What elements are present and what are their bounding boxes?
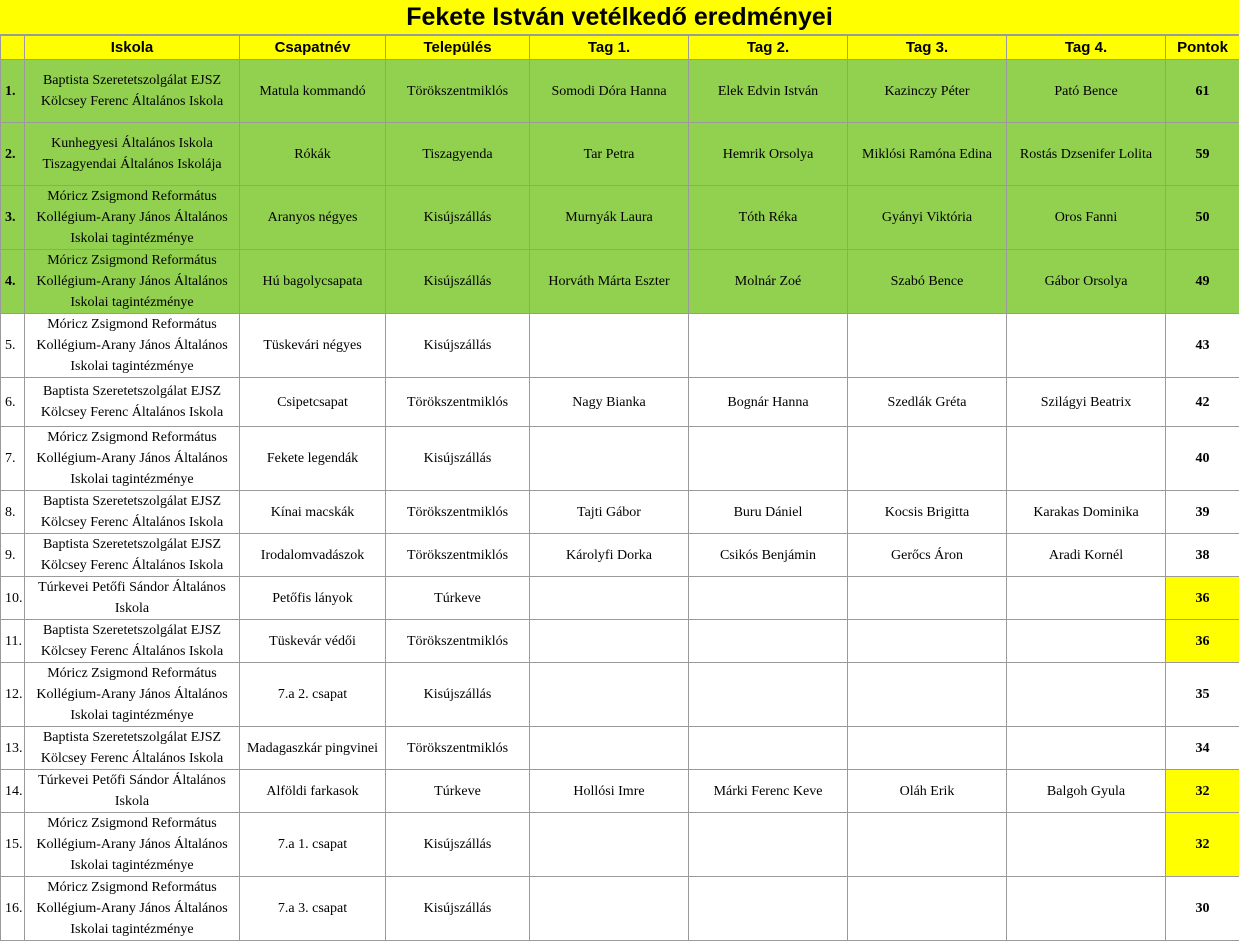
member-4-cell[interactable] <box>1007 427 1166 491</box>
member-4-cell[interactable]: Aradi Kornél <box>1007 534 1166 577</box>
member-1-cell[interactable] <box>530 727 689 770</box>
school-cell[interactable]: Baptista Szeretetszolgálat EJSZ Kölcsey Ferenc Általános Iskola <box>25 491 240 534</box>
school-cell[interactable]: Kunhegyesi Általános Iskola Tiszagyendai Általános Iskolája <box>25 123 240 186</box>
row-number[interactable]: 8. <box>1 491 25 534</box>
member-2-cell[interactable] <box>689 427 848 491</box>
member-4-cell[interactable]: Pató Bence <box>1007 60 1166 123</box>
table-row <box>1 491 1239 534</box>
results-table <box>0 35 1239 941</box>
header-team: Csapatnév <box>240 36 386 60</box>
table-row <box>1 727 1239 770</box>
town-cell[interactable]: Törökszentmiklós <box>386 378 530 427</box>
member-2-cell[interactable]: Elek Edvin István <box>689 60 848 123</box>
member-4-cell[interactable]: Karakas Dominika <box>1007 491 1166 534</box>
member-4-cell[interactable] <box>1007 314 1166 378</box>
header-town: Település <box>386 36 530 60</box>
member-3-cell[interactable] <box>848 314 1007 378</box>
table-row <box>1 250 1239 314</box>
header-row <box>1 36 1239 60</box>
points-cell[interactable]: 59 <box>1166 123 1239 186</box>
table-row <box>1 378 1239 427</box>
town-cell[interactable]: Törökszentmiklós <box>386 60 530 123</box>
school-cell[interactable]: Móricz Zsigmond Református Kollégium-Arany János Általános Iskolai tagintézménye <box>25 250 240 314</box>
member-4-cell[interactable] <box>1007 577 1166 620</box>
school-cell[interactable]: Baptista Szeretetszolgálat EJSZ Kölcsey Ferenc Általános Iskola <box>25 60 240 123</box>
member-1-cell[interactable]: Somodi Dóra Hanna <box>530 60 689 123</box>
member-2-cell[interactable]: Tóth Réka <box>689 186 848 250</box>
points-cell[interactable]: 40 <box>1166 427 1239 491</box>
member-1-cell[interactable]: Tar Petra <box>530 123 689 186</box>
team-name-cell[interactable]: Tüskevár védői <box>240 620 386 663</box>
member-4-cell[interactable]: Balgoh Gyula <box>1007 770 1166 813</box>
table-row <box>1 577 1239 620</box>
table-row <box>1 314 1239 378</box>
school-cell[interactable]: Móricz Zsigmond Református Kollégium-Arany János Általános Iskolai tagintézménye <box>25 314 240 378</box>
member-3-cell[interactable]: Gerőcs Áron <box>848 534 1007 577</box>
member-1-cell[interactable] <box>530 314 689 378</box>
member-1-cell[interactable] <box>530 620 689 663</box>
member-3-cell[interactable] <box>848 727 1007 770</box>
sheet-title: Fekete István vetélkedő eredményei <box>0 0 1239 35</box>
team-name-cell[interactable]: 7.a 2. csapat <box>240 663 386 727</box>
member-1-cell[interactable]: Tajti Gábor <box>530 491 689 534</box>
member-3-cell[interactable]: Kocsis Brigitta <box>848 491 1007 534</box>
member-2-cell[interactable]: Márki Ferenc Keve <box>689 770 848 813</box>
row-number[interactable]: 5. <box>1 314 25 378</box>
header-member-3: Tag 3. <box>848 36 1007 60</box>
member-4-cell[interactable] <box>1007 727 1166 770</box>
member-1-cell[interactable]: Murnyák Laura <box>530 186 689 250</box>
town-cell[interactable]: Kisújszállás <box>386 663 530 727</box>
member-1-cell[interactable] <box>530 663 689 727</box>
member-1-cell[interactable] <box>530 577 689 620</box>
team-name-cell[interactable]: 7.a 1. csapat <box>240 813 386 877</box>
team-name-cell[interactable]: Tüskevári négyes <box>240 314 386 378</box>
row-number[interactable]: 13. <box>1 727 25 770</box>
member-2-cell[interactable]: Bognár Hanna <box>689 378 848 427</box>
member-3-cell[interactable]: Szabó Bence <box>848 250 1007 314</box>
table-row <box>1 770 1239 813</box>
points-cell[interactable]: 61 <box>1166 60 1239 123</box>
team-name-cell[interactable]: Fekete legendák <box>240 427 386 491</box>
table-row <box>1 663 1239 727</box>
school-cell[interactable]: Móricz Zsigmond Református Kollégium-Arany János Általános Iskolai tagintézménye <box>25 813 240 877</box>
member-3-cell[interactable]: Oláh Erik <box>848 770 1007 813</box>
member-2-cell[interactable] <box>689 577 848 620</box>
member-2-cell[interactable] <box>689 727 848 770</box>
member-3-cell[interactable]: Miklósi Ramóna Edina <box>848 123 1007 186</box>
points-cell[interactable]: 49 <box>1166 250 1239 314</box>
team-name-cell[interactable]: Alföldi farkasok <box>240 770 386 813</box>
points-cell[interactable]: 34 <box>1166 727 1239 770</box>
member-2-cell[interactable]: Hemrik Orsolya <box>689 123 848 186</box>
school-cell[interactable]: Baptista Szeretetszolgálat EJSZ Kölcsey Ferenc Általános Iskola <box>25 620 240 663</box>
town-cell[interactable]: Túrkeve <box>386 770 530 813</box>
member-2-cell[interactable] <box>689 663 848 727</box>
town-cell[interactable]: Kisújszállás <box>386 813 530 877</box>
row-number[interactable]: 12. <box>1 663 25 727</box>
row-number[interactable]: 2. <box>1 123 25 186</box>
member-2-cell[interactable] <box>689 314 848 378</box>
member-4-cell[interactable]: Oros Fanni <box>1007 186 1166 250</box>
points-cell[interactable]: 39 <box>1166 491 1239 534</box>
points-cell[interactable]: 36 <box>1166 620 1239 663</box>
school-cell[interactable]: Móricz Zsigmond Református Kollégium-Arany János Általános Iskolai tagintézménye <box>25 663 240 727</box>
row-number[interactable]: 14. <box>1 770 25 813</box>
town-cell[interactable]: Törökszentmiklós <box>386 727 530 770</box>
school-cell[interactable]: Baptista Szeretetszolgálat EJSZ Kölcsey Ferenc Általános Iskola <box>25 534 240 577</box>
town-cell[interactable]: Túrkeve <box>386 577 530 620</box>
table-row <box>1 427 1239 491</box>
table-row <box>1 620 1239 663</box>
town-cell[interactable]: Kisújszállás <box>386 250 530 314</box>
points-cell[interactable]: 50 <box>1166 186 1239 250</box>
points-cell[interactable]: 43 <box>1166 314 1239 378</box>
town-cell[interactable]: Kisújszállás <box>386 186 530 250</box>
header-num <box>1 36 25 60</box>
row-number[interactable]: 4. <box>1 250 25 314</box>
points-cell[interactable]: 35 <box>1166 663 1239 727</box>
member-1-cell[interactable]: Hollósi Imre <box>530 770 689 813</box>
member-4-cell[interactable]: Gábor Orsolya <box>1007 250 1166 314</box>
member-1-cell[interactable] <box>530 813 689 877</box>
team-name-cell[interactable]: Aranyos négyes <box>240 186 386 250</box>
member-2-cell[interactable]: Molnár Zoé <box>689 250 848 314</box>
points-cell[interactable]: 32 <box>1166 770 1239 813</box>
member-4-cell[interactable] <box>1007 813 1166 877</box>
row-number[interactable]: 9. <box>1 534 25 577</box>
town-cell[interactable]: Kisújszállás <box>386 427 530 491</box>
member-2-cell[interactable] <box>689 813 848 877</box>
school-cell[interactable]: Túrkevei Petőfi Sándor Általános Iskola <box>25 770 240 813</box>
member-1-cell[interactable]: Károlyfi Dorka <box>530 534 689 577</box>
member-2-cell[interactable]: Buru Dániel <box>689 491 848 534</box>
points-cell[interactable]: 36 <box>1166 577 1239 620</box>
header-member-2: Tag 2. <box>689 36 848 60</box>
row-number[interactable]: 15. <box>1 813 25 877</box>
row-number[interactable]: 16. <box>1 877 25 941</box>
row-number[interactable]: 1. <box>1 60 25 123</box>
town-cell[interactable]: Törökszentmiklós <box>386 534 530 577</box>
town-cell[interactable]: Kisújszállás <box>386 314 530 378</box>
town-cell[interactable]: Törökszentmiklós <box>386 491 530 534</box>
member-3-cell[interactable]: Gyányi Viktória <box>848 186 1007 250</box>
member-1-cell[interactable]: Horváth Márta Eszter <box>530 250 689 314</box>
town-cell[interactable]: Törökszentmiklós <box>386 620 530 663</box>
school-cell[interactable]: Baptista Szeretetszolgálat EJSZ Kölcsey Ferenc Általános Iskola <box>25 378 240 427</box>
points-cell[interactable]: 30 <box>1166 877 1239 941</box>
row-number[interactable]: 3. <box>1 186 25 250</box>
points-cell[interactable]: 42 <box>1166 378 1239 427</box>
member-4-cell[interactable] <box>1007 663 1166 727</box>
member-2-cell[interactable] <box>689 620 848 663</box>
member-4-cell[interactable]: Rostás Dzsenifer Lolita <box>1007 123 1166 186</box>
team-name-cell[interactable]: Irodalomvadászok <box>240 534 386 577</box>
team-name-cell[interactable]: Madagaszkár pingvinei <box>240 727 386 770</box>
team-name-cell[interactable]: Petőfis lányok <box>240 577 386 620</box>
row-number[interactable]: 11. <box>1 620 25 663</box>
team-name-cell[interactable]: Matula kommandó <box>240 60 386 123</box>
row-number[interactable]: 6. <box>1 378 25 427</box>
header-member-4: Tag 4. <box>1007 36 1166 60</box>
table-row <box>1 186 1239 250</box>
school-cell[interactable]: Móricz Zsigmond Református Kollégium-Arany János Általános Iskolai tagintézménye <box>25 427 240 491</box>
team-name-cell[interactable]: Kínai macskák <box>240 491 386 534</box>
header-school: Iskola <box>25 36 240 60</box>
member-3-cell[interactable] <box>848 577 1007 620</box>
member-3-cell[interactable] <box>848 427 1007 491</box>
team-name-cell[interactable]: 7.a 3. csapat <box>240 877 386 941</box>
member-4-cell[interactable] <box>1007 620 1166 663</box>
row-number[interactable]: 7. <box>1 427 25 491</box>
header-member-1: Tag 1. <box>530 36 689 60</box>
school-cell[interactable]: Túrkevei Petőfi Sándor Általános Iskola <box>25 577 240 620</box>
member-3-cell[interactable]: Szedlák Gréta <box>848 378 1007 427</box>
points-cell[interactable]: 38 <box>1166 534 1239 577</box>
member-1-cell[interactable]: Nagy Bianka <box>530 378 689 427</box>
table-row <box>1 123 1239 186</box>
school-cell[interactable]: Móricz Zsigmond Református Kollégium-Arany János Általános Iskolai tagintézménye <box>25 877 240 941</box>
member-3-cell[interactable] <box>848 663 1007 727</box>
member-4-cell[interactable]: Szilágyi Beatrix <box>1007 378 1166 427</box>
team-name-cell[interactable]: Hú bagolycsapata <box>240 250 386 314</box>
points-cell[interactable]: 32 <box>1166 813 1239 877</box>
school-cell[interactable]: Baptista Szeretetszolgálat EJSZ Kölcsey Ferenc Általános Iskola <box>25 727 240 770</box>
town-cell[interactable]: Kisújszállás <box>386 877 530 941</box>
table-row <box>1 813 1239 877</box>
member-1-cell[interactable] <box>530 427 689 491</box>
header-points: Pontok <box>1166 36 1239 60</box>
member-3-cell[interactable]: Kazinczy Péter <box>848 60 1007 123</box>
member-2-cell[interactable]: Csikós Benjámin <box>689 534 848 577</box>
row-number[interactable]: 10. <box>1 577 25 620</box>
table-row <box>1 534 1239 577</box>
team-name-cell[interactable]: Rókák <box>240 123 386 186</box>
table-row <box>1 60 1239 123</box>
member-3-cell[interactable] <box>848 620 1007 663</box>
team-name-cell[interactable]: Csipetcsapat <box>240 378 386 427</box>
member-3-cell[interactable] <box>848 813 1007 877</box>
school-cell[interactable]: Móricz Zsigmond Református Kollégium-Arany János Általános Iskolai tagintézménye <box>25 186 240 250</box>
town-cell[interactable]: Tiszagyenda <box>386 123 530 186</box>
